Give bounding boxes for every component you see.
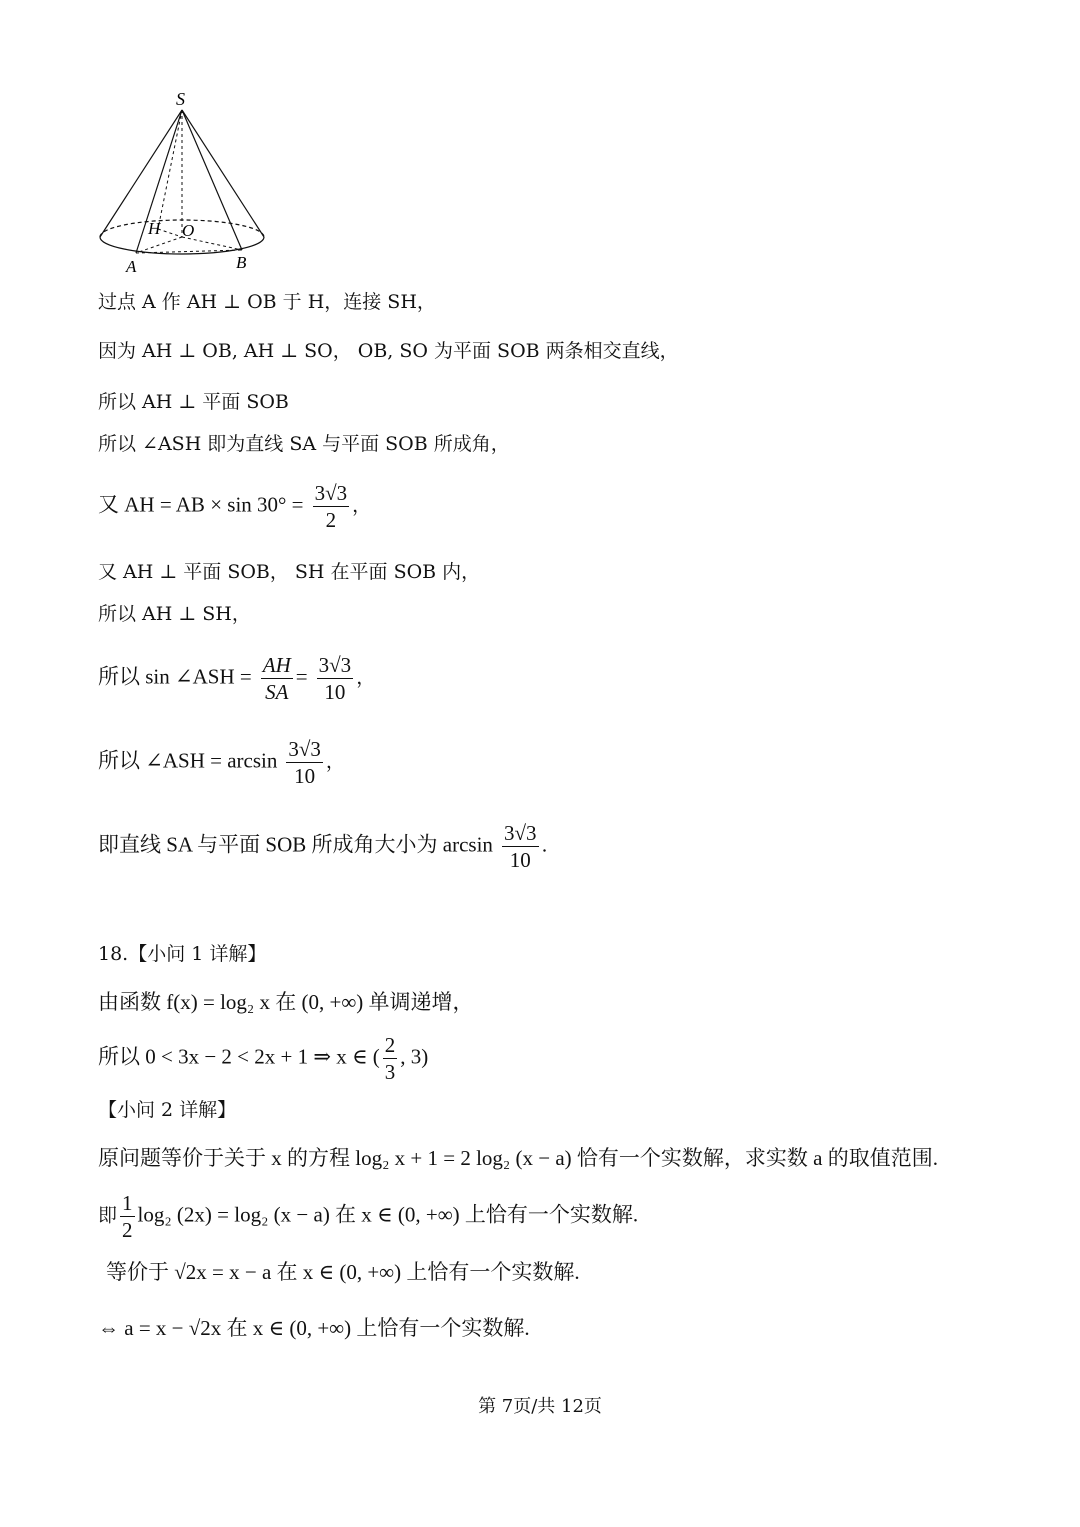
q18-line-2-pre: 所以 0 < 3x − 2 < 2x + 1 ⇒ x ∈ ( bbox=[98, 1044, 380, 1069]
line-9-pre: 所以 ∠ASH = arcsin bbox=[98, 748, 278, 773]
numerator: 1 bbox=[122, 1191, 133, 1215]
q2-line-1: 原问题等价于关于 x 的方程 log₂ x + 1 = 2 log₂ (x − a) 恰有一个实数解，求实数 a 的取值范围. bbox=[98, 1146, 938, 1170]
denominator: SA bbox=[265, 680, 289, 704]
numerator: 3√3 bbox=[314, 481, 348, 505]
fraction bbox=[502, 820, 539, 873]
line-5-post: ， bbox=[352, 494, 372, 517]
fraction bbox=[120, 1190, 135, 1243]
line-9-post: ， bbox=[325, 750, 345, 773]
line-5-pre: 又 AH = AB × sin 30° = bbox=[98, 492, 304, 517]
cone-diagram bbox=[96, 88, 276, 278]
denominator: 3 bbox=[384, 1060, 396, 1084]
denominator: 10 bbox=[294, 764, 316, 788]
fraction bbox=[313, 480, 350, 533]
line-1: 过点 A 作 AH ⊥ OB 于 H，连接 SH， bbox=[98, 291, 436, 313]
fraction bbox=[286, 736, 323, 789]
numerator: AH bbox=[262, 653, 291, 677]
q2-line-3: 等价于 √2x = x − a 在 x ∈ (0, +∞) 上恰有一个实数解. bbox=[106, 1260, 580, 1284]
numerator: 3√3 bbox=[288, 737, 321, 761]
numerator: 3√3 bbox=[318, 653, 352, 677]
fraction bbox=[383, 1032, 398, 1085]
line-8-pre: 所以 sin ∠ASH = bbox=[98, 664, 252, 689]
denominator: 2 bbox=[122, 1218, 133, 1242]
fraction bbox=[317, 652, 354, 705]
q2-title: 【小问 2 详解】 bbox=[98, 1099, 237, 1121]
q18-line-2 bbox=[98, 1032, 428, 1085]
line-8 bbox=[98, 652, 375, 705]
cone-figure bbox=[96, 88, 276, 282]
line-10-pre: 即直线 SA 与平面 SOB 所成角大小为 arcsin bbox=[98, 832, 493, 857]
q2-line-2 bbox=[98, 1190, 638, 1243]
line-2: 因为 AH ⊥ OB, AH ⊥ SO， OB, SO 为平面 SOB 两条相交直线， bbox=[98, 340, 679, 362]
line-9 bbox=[98, 736, 345, 789]
q18-line-1: 由函数 f(x) = log₂ x 在 (0, +∞) 单调递增， bbox=[98, 990, 474, 1014]
line-7: 所以 AH ⊥ SH， bbox=[98, 603, 251, 625]
line-4: 所以 ∠ASH 即为直线 SA 与平面 SOB 所成角， bbox=[98, 433, 510, 455]
line-10-post: . bbox=[541, 834, 548, 857]
q2-line-2-pre: 即 bbox=[98, 1204, 118, 1227]
label-o: O bbox=[182, 221, 195, 240]
q18-title: 18.【小问 1 详解】 bbox=[98, 943, 267, 965]
label-h: H bbox=[148, 219, 161, 238]
line-10 bbox=[98, 820, 548, 873]
q18-line-2-post: , 3) bbox=[400, 1044, 429, 1069]
q2-line-2-post: log₂ (2x) = log₂ (x − a) 在 x ∈ (0, +∞) 上恰有一个实数解. bbox=[137, 1202, 639, 1227]
line-6: 又 AH ⊥ 平面 SOB， SH 在平面 SOB 内， bbox=[98, 561, 481, 583]
fraction bbox=[261, 652, 293, 705]
numerator: 2 bbox=[384, 1033, 396, 1057]
numerator: 3√3 bbox=[503, 821, 537, 845]
label-b: B bbox=[236, 253, 247, 272]
denominator: 10 bbox=[509, 848, 531, 872]
line-5 bbox=[98, 480, 371, 533]
label-s: S bbox=[176, 89, 185, 109]
equals: = bbox=[295, 664, 308, 689]
q2-line-4: ⇔ a = x − √2x 在 x ∈ (0, +∞) 上恰有一个实数解. bbox=[98, 1316, 530, 1340]
line-3: 所以 AH ⊥ 平面 SOB bbox=[98, 391, 289, 413]
label-a: A bbox=[126, 257, 137, 276]
line-8-post: ， bbox=[356, 666, 376, 689]
page-footer: 第 7页/共 12页 bbox=[478, 1396, 602, 1417]
denominator: 10 bbox=[324, 680, 346, 704]
denominator: 2 bbox=[325, 508, 337, 532]
